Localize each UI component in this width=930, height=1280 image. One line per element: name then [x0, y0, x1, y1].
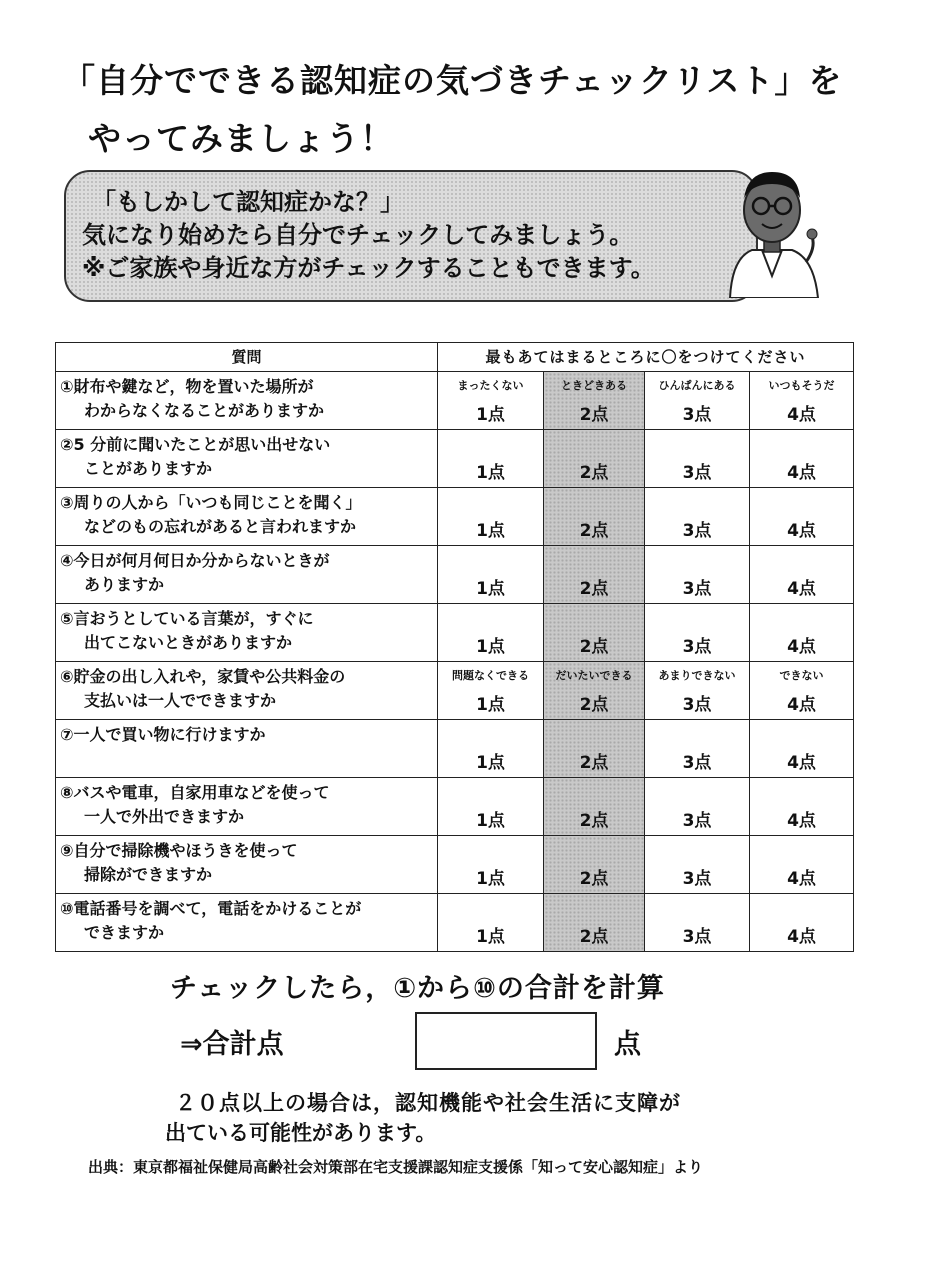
answer-option-3[interactable] — [645, 604, 750, 662]
question-text-line-2: できますか — [84, 923, 165, 942]
point-value: 1点 — [476, 463, 505, 483]
point-value: 2点 — [579, 753, 609, 773]
table-row — [56, 662, 854, 720]
answer-option-3[interactable] — [645, 836, 750, 894]
answer-option-2[interactable] — [544, 894, 645, 952]
answer-option-4[interactable] — [750, 894, 854, 952]
point-value: 2点 — [579, 695, 609, 715]
title-line-1: 「自分でできる認知症の気づきチェックリスト」を — [62, 61, 843, 100]
point-value: 4点 — [787, 463, 816, 483]
answer-option-3[interactable] — [645, 430, 750, 488]
scale-label: まったくない — [457, 379, 524, 392]
point-value: 4点 — [787, 521, 816, 541]
question-cell — [56, 372, 438, 430]
question-cell — [56, 894, 438, 952]
answer-option-3[interactable] — [645, 662, 750, 720]
point-value: 4点 — [787, 811, 816, 831]
question-text-line-1: ①財布や鍵など，物を置いた場所が — [60, 377, 314, 396]
question-cell — [56, 488, 438, 546]
answer-option-3[interactable] — [645, 488, 750, 546]
point-value: 3点 — [682, 521, 712, 541]
question-text-line-2: などのもの忘れがあると言われますか — [84, 517, 357, 536]
question-cell — [56, 604, 438, 662]
question-text-line-1: ③周りの人から「いつも同じことを聞く」 — [60, 493, 362, 512]
point-value: 3点 — [682, 869, 712, 889]
question-cell — [56, 662, 438, 720]
source-citation: 出典：東京都福祉保健局高齢社会対策部在宅支援課認知症支援係「知って安心認知症」より — [88, 1158, 704, 1176]
point-value: 1点 — [476, 637, 505, 657]
table-row — [56, 720, 854, 778]
answer-option-4[interactable] — [750, 372, 854, 430]
point-value: 2点 — [579, 927, 609, 947]
point-value: 1点 — [476, 695, 505, 715]
answer-option-4[interactable] — [750, 546, 854, 604]
question-text-line-2: 掃除ができますか — [84, 865, 213, 884]
point-value: 1点 — [476, 753, 505, 773]
total-label: ⇒合計点 — [180, 1029, 284, 1060]
answer-option-2[interactable] — [544, 662, 645, 720]
total-score-box[interactable] — [415, 1012, 597, 1070]
answer-option-4[interactable] — [750, 836, 854, 894]
question-text-line-2: ことがありますか — [84, 459, 213, 478]
table-row — [56, 546, 854, 604]
scale-label: ときどきある — [561, 379, 627, 392]
answer-option-2[interactable] — [544, 546, 645, 604]
answer-option-4[interactable] — [750, 720, 854, 778]
question-cell — [56, 836, 438, 894]
question-text-line-1: ⑤言おうとしている言葉が，すぐに — [60, 609, 314, 628]
question-text-line-2: 出てこないときがありますか — [84, 633, 293, 652]
question-text-line-1: ②5 分前に聞いたことが思い出せない — [60, 435, 331, 454]
point-value: 2点 — [579, 463, 609, 483]
point-value: 4点 — [787, 753, 816, 773]
header-question: 質問 — [56, 343, 438, 372]
answer-option-4[interactable] — [750, 778, 854, 836]
question-text-line-2: 一人で外出できますか — [84, 807, 245, 826]
answer-option-4[interactable] — [750, 488, 854, 546]
answer-option-3[interactable] — [645, 720, 750, 778]
question-text-line-1: ④今日が何月何日か分からないときが — [60, 551, 330, 570]
point-value: 3点 — [682, 927, 712, 947]
point-value: 2点 — [579, 579, 609, 599]
point-value: 4点 — [787, 927, 816, 947]
answer-option-2[interactable] — [544, 488, 645, 546]
answer-option-1[interactable] — [438, 836, 544, 894]
answer-option-1[interactable] — [438, 546, 544, 604]
point-value: 4点 — [787, 405, 816, 425]
point-value: 1点 — [476, 811, 505, 831]
answer-option-2[interactable] — [544, 430, 645, 488]
total-unit: 点 — [614, 1029, 641, 1060]
scale-label: あまりできない — [658, 669, 736, 682]
scale-label: いつもそうだ — [768, 379, 835, 392]
table-row — [56, 894, 854, 952]
point-value: 3点 — [682, 579, 712, 599]
answer-option-1[interactable] — [438, 372, 544, 430]
point-value: 1点 — [476, 579, 505, 599]
table-row — [56, 836, 854, 894]
question-text-line-1: ⑩電話番号を調べて，電話をかけることが — [60, 899, 362, 918]
table-row — [56, 430, 854, 488]
point-value: 4点 — [787, 869, 816, 889]
header-answer: 最もあてはまるところに〇をつけてください — [438, 343, 854, 372]
question-text-line-1: ⑨自分で掃除機やほうきを使って — [60, 841, 298, 860]
answer-option-2[interactable] — [544, 778, 645, 836]
answer-option-3[interactable] — [645, 778, 750, 836]
scale-label: できない — [779, 669, 824, 682]
title-line-2: やってみましょう！ — [88, 119, 394, 158]
answer-option-1[interactable] — [438, 662, 544, 720]
answer-option-4[interactable] — [750, 604, 854, 662]
question-cell — [56, 430, 438, 488]
point-value: 3点 — [682, 753, 712, 773]
table-row — [56, 372, 854, 430]
point-value: 3点 — [682, 463, 712, 483]
table-row — [56, 488, 854, 546]
point-value: 3点 — [682, 811, 712, 831]
answer-option-3[interactable] — [645, 894, 750, 952]
result-note — [165, 1088, 805, 1148]
answer-option-2[interactable] — [544, 720, 645, 778]
answer-option-1[interactable] — [438, 488, 544, 546]
answer-option-2[interactable] — [544, 604, 645, 662]
point-value: 4点 — [787, 637, 816, 657]
question-text-line-2: わからなくなることがありますか — [84, 401, 325, 420]
answer-option-4[interactable] — [750, 430, 854, 488]
page-title — [62, 52, 862, 168]
point-value: 2点 — [579, 405, 609, 425]
point-value: 4点 — [787, 695, 816, 715]
question-text-line-1: ⑥貯金の出し入れや，家賃や公共料金の — [60, 667, 346, 686]
note-line-1: ２０点以上の場合は，認知機能や社会生活に支障が — [175, 1091, 681, 1115]
calc-instruction: チェックしたら，①から⑩の合計を計算 — [170, 973, 665, 1004]
bubble-line-2: 気になり始めたら自分でチェックしてみましょう。 — [82, 221, 634, 249]
point-value: 1点 — [476, 405, 505, 425]
point-value: 3点 — [682, 695, 712, 715]
answer-option-3[interactable] — [645, 546, 750, 604]
answer-option-1[interactable] — [438, 604, 544, 662]
speech-bubble-text — [82, 186, 742, 285]
point-value: 1点 — [476, 521, 505, 541]
point-value: 2点 — [579, 811, 609, 831]
point-value: 2点 — [579, 521, 609, 541]
bubble-line-3: ※ご家族や身近な方がチェックすることもできます。 — [82, 254, 655, 282]
point-value: 2点 — [579, 869, 609, 889]
point-value: 3点 — [682, 405, 712, 425]
question-cell — [56, 720, 438, 778]
table-row — [56, 778, 854, 836]
scale-label: 問題なくできる — [452, 669, 529, 682]
point-value: 1点 — [476, 869, 505, 889]
doctor-illustration-icon — [722, 158, 822, 298]
note-line-2: 出ている可能性があります。 — [165, 1121, 437, 1145]
answer-option-2[interactable] — [544, 372, 645, 430]
question-cell — [56, 778, 438, 836]
answer-option-1[interactable] — [438, 430, 544, 488]
point-value: 4点 — [787, 579, 816, 599]
answer-option-2[interactable] — [544, 836, 645, 894]
answer-option-4[interactable] — [750, 662, 854, 720]
bubble-line-1: 「もしかして認知症かな？」 — [92, 188, 404, 216]
point-value: 2点 — [579, 637, 609, 657]
point-value: 3点 — [682, 637, 712, 657]
question-text-line-1: ⑧バスや電車，自家用車などを使って — [60, 783, 330, 802]
answer-option-1[interactable] — [438, 894, 544, 952]
question-cell — [56, 546, 438, 604]
question-text-line-2: ありますか — [84, 575, 165, 594]
scale-label: ひんぱんにある — [658, 379, 736, 392]
table-row — [56, 604, 854, 662]
question-text-line-2: 支払いは一人でできますか — [84, 691, 277, 710]
answer-option-1[interactable] — [438, 720, 544, 778]
answer-option-1[interactable] — [438, 778, 544, 836]
question-text-line-1: ⑦一人で買い物に行けますか — [60, 725, 266, 744]
point-value: 1点 — [476, 927, 505, 947]
checklist-table — [55, 342, 854, 952]
answer-option-3[interactable] — [645, 372, 750, 430]
scale-label: だいたいできる — [555, 669, 633, 682]
